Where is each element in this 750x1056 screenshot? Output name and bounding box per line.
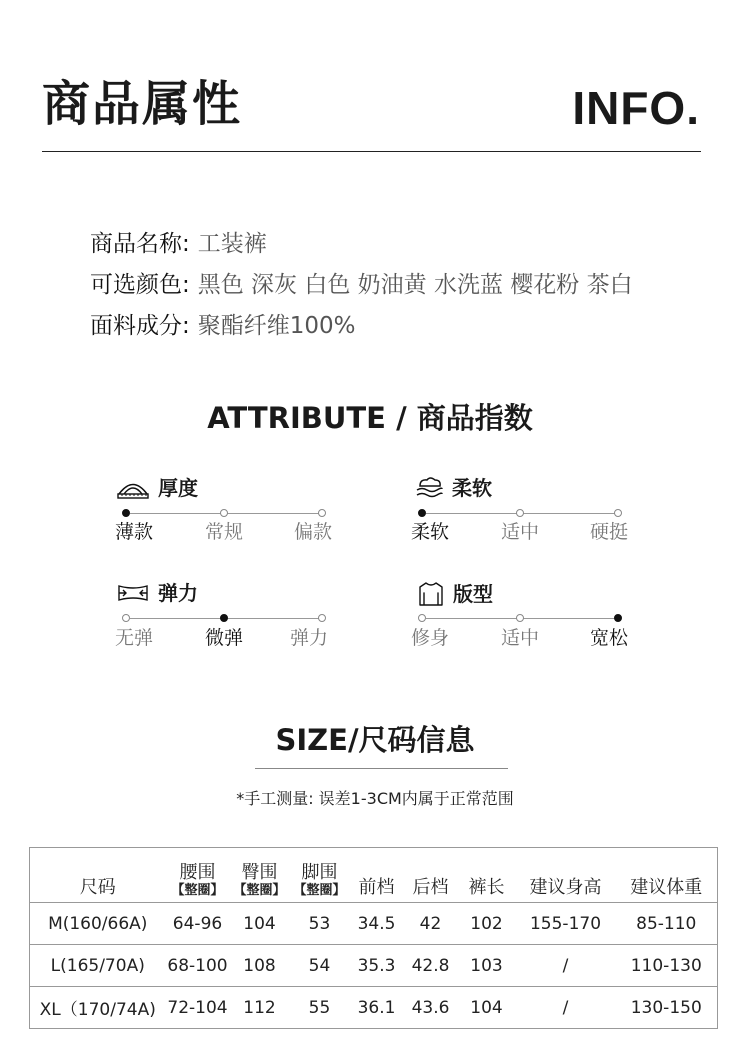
property-key: 面料成分: — [90, 313, 190, 339]
scale-dot — [220, 509, 228, 517]
scale-dot — [122, 614, 130, 622]
table-cell: 72-104 — [166, 987, 230, 1029]
scale-label: 薄款 — [115, 521, 154, 543]
scale-dot — [516, 614, 524, 622]
property-key: 可选颜色: — [90, 272, 190, 298]
property-value: 工装裤 — [197, 231, 267, 257]
table-cell: 34.5 — [350, 903, 404, 945]
scale-label: 常规 — [205, 521, 244, 543]
table-cell: 53 — [290, 903, 350, 945]
measurement-note: *手工测量: 误差1-3CM内属于正常范围 — [236, 789, 514, 808]
scale-dot — [516, 509, 524, 517]
info-heading: INFO. — [572, 82, 700, 134]
scale-label: 微弹 — [205, 627, 244, 649]
table-cell: 43.6 — [404, 987, 458, 1029]
table-cell: 155-170 — [516, 903, 616, 945]
table-cell: 130-150 — [616, 987, 718, 1029]
table-cell: 103 — [458, 945, 516, 987]
table-header-row — [30, 848, 718, 903]
column-header: 后档 — [404, 848, 458, 903]
scale-dot — [318, 614, 326, 622]
scale-label: 偏款 — [294, 521, 333, 543]
attribute-name: 柔软 — [452, 476, 492, 500]
size-divider — [255, 768, 508, 769]
table-cell: 85-110 — [616, 903, 718, 945]
thickness-icon — [116, 477, 150, 499]
size-title: SIZE/尺码信息 — [275, 723, 475, 757]
property-value: 聚酯纤维100% — [197, 313, 356, 339]
softness-icon — [414, 476, 444, 500]
table-cell: 54 — [290, 945, 350, 987]
column-header: 腰围 【整圈】 — [166, 848, 230, 903]
scale-dot — [318, 509, 326, 517]
property-row — [90, 311, 356, 341]
table-cell: 102 — [458, 903, 516, 945]
scale-dot — [418, 614, 426, 622]
attribute-heading — [116, 476, 198, 500]
scale-dot — [122, 509, 130, 517]
table-cell: 36.1 — [350, 987, 404, 1029]
table-cell: L(165/70A) — [30, 945, 166, 987]
attribute-heading — [417, 581, 493, 607]
table-cell: XL（170/74A) — [30, 987, 166, 1029]
scale-dot — [614, 509, 622, 517]
attribute-name: 版型 — [453, 582, 493, 606]
scale-label: 适中 — [501, 521, 540, 543]
column-header: 建议身高 — [516, 848, 616, 903]
column-header: 尺码 — [30, 848, 166, 903]
column-header: 臀围 【整圈】 — [230, 848, 290, 903]
table-cell: 35.3 — [350, 945, 404, 987]
property-row — [90, 270, 633, 300]
size-table — [29, 847, 718, 1029]
table-cell: 55 — [290, 987, 350, 1029]
table-cell: 68-100 — [166, 945, 230, 987]
property-value: 黑色 深灰 白色 奶油黄 水洗蓝 樱花粉 茶白 — [197, 272, 633, 298]
table-cell: / — [516, 945, 616, 987]
scale-label: 修身 — [411, 627, 450, 649]
table-cell: 42.8 — [404, 945, 458, 987]
attribute-name: 弹力 — [158, 581, 198, 605]
table-cell: 64-96 — [166, 903, 230, 945]
elasticity-scale — [122, 613, 330, 625]
fit-scale — [418, 613, 626, 625]
scale-label: 宽松 — [590, 627, 629, 649]
scale-label: 无弹 — [115, 627, 154, 649]
scale-label: 弹力 — [290, 627, 329, 649]
softness-scale — [418, 508, 626, 520]
table-cell: M(160/66A) — [30, 903, 166, 945]
table-cell: 104 — [230, 903, 290, 945]
table-cell: / — [516, 987, 616, 1029]
property-row — [90, 229, 267, 259]
table-cell: 110-130 — [616, 945, 718, 987]
column-header: 建议体重 — [616, 848, 718, 903]
thickness-scale — [122, 508, 330, 520]
table-row — [30, 987, 718, 1029]
property-key: 商品名称: — [90, 231, 190, 257]
page-title: 商品属性 — [42, 76, 243, 132]
scale-label: 适中 — [501, 627, 540, 649]
column-header: 裤长 — [458, 848, 516, 903]
table-cell: 104 — [458, 987, 516, 1029]
scale-label: 硬挺 — [590, 521, 629, 543]
scale-label: 柔软 — [411, 521, 450, 543]
table-cell: 112 — [230, 987, 290, 1029]
scale-dot — [220, 614, 228, 622]
table-row — [30, 903, 718, 945]
table-row — [30, 945, 718, 987]
column-header: 前档 — [350, 848, 404, 903]
attribute-name: 厚度 — [158, 476, 198, 500]
scale-dot — [418, 509, 426, 517]
attribute-title: ATTRIBUTE / 商品指数 — [207, 401, 533, 435]
scale-dot — [614, 614, 622, 622]
fit-icon — [417, 581, 445, 607]
table-cell: 42 — [404, 903, 458, 945]
elasticity-icon — [116, 581, 150, 605]
attribute-heading — [116, 581, 198, 605]
header-divider — [42, 151, 701, 152]
attribute-heading — [414, 476, 492, 500]
column-header: 脚围 【整圈】 — [290, 848, 350, 903]
table-cell: 108 — [230, 945, 290, 987]
